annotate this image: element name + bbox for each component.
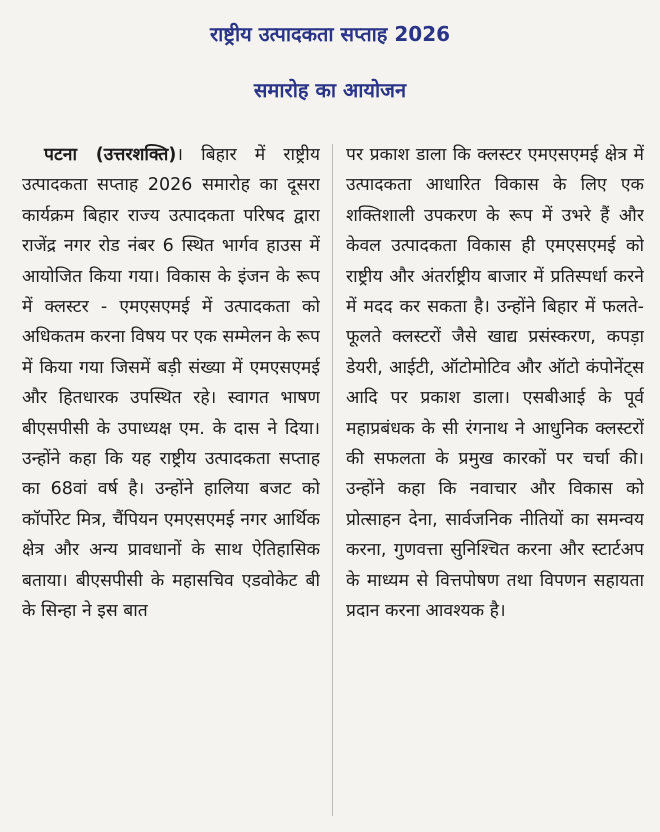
headline-line-1: राष्ट्रीय उत्पादकता सप्ताह 2026 — [209, 22, 451, 46]
headline — [0, 6, 660, 118]
article-column-2 — [346, 140, 644, 830]
column-1-text: । बिहार में राष्ट्रीय उत्पादकता सप्ताह 2026 समारोह का दूसरा कार्यक्रम बिहार राज्य उत्पादकता परिषद द्वारा राजेंद्र नगर रोड नंबर 6 स्थित भार्गव हाउस में आयोजित किया गया। विकास के इंजन के रूप में क्लस्टर - एमएसएमई में उत्पादकता को अधिकतम करना विषय पर एक सम्मेलन के रूप में किया गया जिसमें बड़ी संख्या में एमएसएमई और हितधारक उपस्थित रहे। स्वागत भाषण बीएसपीसी के उपाध्यक्ष एम. के दास ने दिया। उन्होंने कहा कि यह राष्ट्रीय उत्पादकता सप्ताह का 68वां वर्ष है। उन्होंने हालिया बजट को कॉर्पोरेट मित्र, चैंपियन एमएसएमई नगर आर्थिक क्षेत्र और अन्य प्रावधानों के साथ ऐतिहासिक बताया। बीएसपीसी के महासचिव एडवोकेट बी के सिन्हा ने इस बात — [22, 145, 320, 622]
article-column-1 — [22, 140, 320, 830]
headline-line-2: समारोह का आयोजन — [253, 78, 407, 102]
column-2-text: पर प्रकाश डाला कि क्लस्टर एमएसएमई क्षेत्र में उत्पादकता आधारित विकास के लिए एक शक्तिशाली उपकरण के रूप में उभरे हैं और केवल उत्पादकता विकास ही एमएसएमई को राष्ट्रीय और अंतर्राष्ट्रीय बाजार में प्रतिस्पर्धा करने में मदद कर सकता है। उन्होंने बिहार में फलते-फूलते क्लस्टरों जैसे खाद्य प्रसंस्करण, कपड़ा डेयरी, आईटी, ऑटोमोटिव और ऑटो कंपोनेंट्स आदि पर प्रकाश डाला। एसबीआई के पूर्व महाप्रबंधक के सी रंगनाथ ने आधुनिक क्लस्टरों की सफलता के प्रमुख कारकों पर चर्चा की। उन्होंने कहा कि नवाचार और विकास को प्रोत्साहन देना, सार्वजनिक नीतियों का समन्वय करना, गुणवत्ता सुनिश्चित करना और स्टार्टअप के माध्यम से वित्तपोषण तथा विपणन सहायता प्रदान करना आवश्यक है। — [346, 145, 644, 622]
dateline: पटना (उत्तरशक्ति) — [44, 145, 177, 165]
column-divider — [332, 144, 333, 816]
